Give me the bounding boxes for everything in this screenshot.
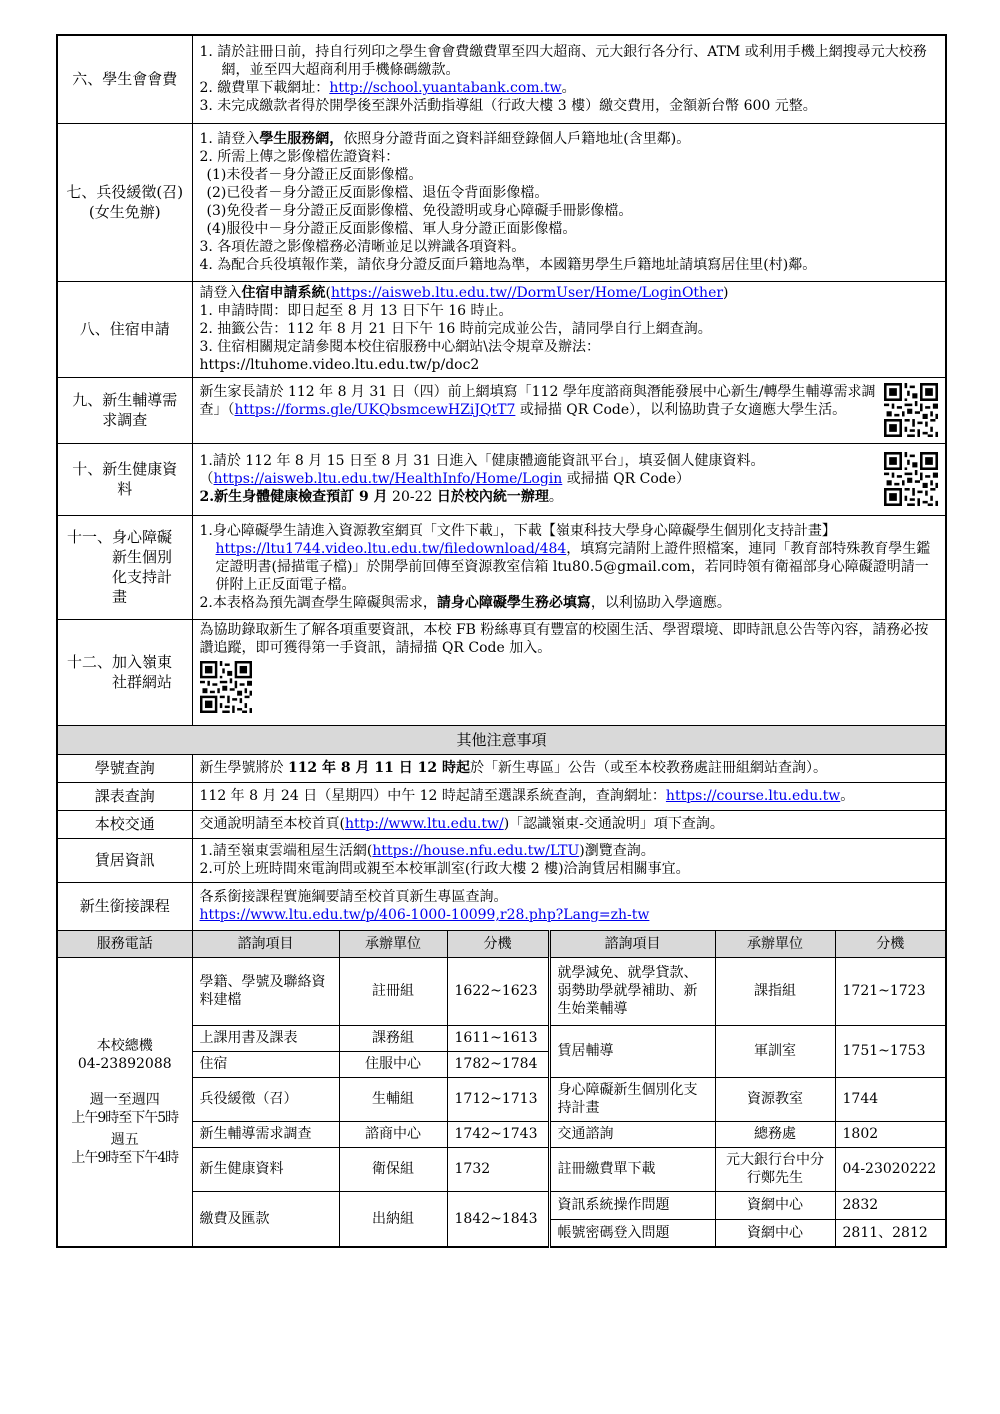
service-ext: 1721~1723 xyxy=(835,957,946,1025)
label-health-1: 十、新生健康資 xyxy=(72,460,178,478)
rental-line-1a: 1.請至嶺東雲端租屋生活網( xyxy=(199,843,373,859)
rental-line-2: 2.可於上班時間來電詢問或親至本校軍訓室(行政大樓 2 樓)洽詢賃居相關事宜。 xyxy=(199,861,690,877)
fee-line-3: 3. 未完成繳款者得於開學後至課外活動指導組（行政大樓 3 樓）繳交費用，金額新台幣 600 元整。 xyxy=(199,98,817,115)
rental-line-1b: )瀏覽查詢。 xyxy=(579,843,655,859)
health-line-3c: 日於校內統一辦理 xyxy=(436,489,549,505)
label-military-note: (女生免辦) xyxy=(88,203,161,221)
service-ext: 1742~1743 xyxy=(447,1121,549,1147)
service-ext: 1732 xyxy=(447,1147,549,1191)
disability-line-1a: 1.身心障礙學生請進入資源教室網頁「文件下載」，下載【嶺東科技大學身心障礙學生個別化支持計畫】 xyxy=(199,523,836,539)
label-social-2: 社群網站 xyxy=(112,673,173,691)
row-disability-support xyxy=(57,515,946,619)
label-bridge-course: 新生銜接課程 xyxy=(57,882,192,930)
service-unit: 元大銀行台中分行鄭先生 xyxy=(715,1147,835,1191)
military-sub-1: (1)未役者－身分證正反面影像檔。 xyxy=(206,167,423,183)
service-unit: 軍訓室 xyxy=(715,1025,835,1077)
dorm-line-1: 1. 申請時間：即日起至 8 月 13 日下午 16 時止。 xyxy=(199,303,513,319)
counseling-text-2: 或掃描 QR Code），以利協助貴子女適應大學生活。 xyxy=(515,402,847,418)
label-disability-3: 化支持計 xyxy=(112,568,173,586)
service-unit: 註冊組 xyxy=(339,957,447,1025)
row-student-id xyxy=(57,754,946,782)
military-sub-3: (3)免役者－身分證正反面影像檔、免役證明或身心障礙手冊影像檔。 xyxy=(206,203,633,219)
bridge-line-1: 各系銜接課程實施綱要請至校首頁新生專區查詢。 xyxy=(199,889,508,905)
row-rental xyxy=(57,838,946,882)
service-unit: 資網中心 xyxy=(715,1219,835,1247)
rental-link[interactable]: https://house.nfu.edu.tw/LTU xyxy=(372,843,580,859)
row-traffic xyxy=(57,810,946,838)
student-service-net: 學生服務網， xyxy=(259,131,344,147)
service-row xyxy=(57,957,946,1025)
service-header-unit: 承辦單位 xyxy=(339,930,447,957)
label-student-id: 學號查詢 xyxy=(57,754,192,782)
counseling-form-link[interactable]: https://forms.gle/UKQbsmcewHZiJQtT7 xyxy=(234,402,516,418)
label-traffic: 本校交通 xyxy=(57,810,192,838)
health-platform-link[interactable]: https://aisweb.ltu.edu.tw/HealthInfo/Home/Login xyxy=(213,471,563,487)
label-military-service: 七、兵役緩徵(召) xyxy=(66,183,184,201)
service-ext: 1782~1784 xyxy=(447,1051,549,1077)
disability-line-2b: 請身心障礙學生務必填寫 xyxy=(436,595,591,611)
service-item: 帳號密碼登入問題 xyxy=(549,1219,715,1247)
service-ext: 1712~1713 xyxy=(447,1077,549,1121)
label-student-association-fee: 六、學生會會費 xyxy=(57,35,192,123)
service-item: 新生輔導需求調查 xyxy=(192,1121,339,1147)
hours-weekday-time: 上午9時至下午5時 xyxy=(71,1109,179,1126)
health-line-2a: （ xyxy=(199,471,214,487)
service-unit: 諮商中心 xyxy=(339,1121,447,1147)
dorm-system-name: 住宿申請系統 xyxy=(241,285,326,301)
social-text: 為協助錄取新生了解各項重要資訊，本校 FB 粉絲專頁有豐富的校園生活、學習環境、即時訊息公告等內容，請務必按讚追蹤，即可獲得第一手資訊，請掃描 QR Code 加入。 xyxy=(199,621,929,656)
service-header-item-2: 諮詢項目 xyxy=(549,930,715,957)
service-unit: 住服中心 xyxy=(339,1051,447,1077)
military-line-4: 4. 為配合兵役填報作業，請依身分證反面戶籍地為準，本國籍男學生戶籍地址請填寫居住里(村)鄰。 xyxy=(199,257,817,273)
bridge-link[interactable]: https://www.ltu.edu.tw/p/406-1000-10099,r28.php?Lang=zh-tw xyxy=(199,907,650,923)
disability-download-link[interactable]: https://ltu1744.video.ltu.edu.tw/filedownload/484 xyxy=(215,541,567,557)
course-link[interactable]: https://course.ltu.edu.tw xyxy=(665,788,841,804)
label-social-1: 十二、加入嶺東 xyxy=(67,653,173,671)
label-course-query: 課表查詢 xyxy=(57,782,192,810)
service-item: 兵役緩徵（召） xyxy=(192,1077,339,1121)
military-line-1c: 依照身分證背面之資料詳細登錄個人戶籍地址(含里鄰)。 xyxy=(343,131,691,147)
row-course-query xyxy=(57,782,946,810)
service-item: 資訊系統操作問題 xyxy=(549,1191,715,1219)
service-ext: 1744 xyxy=(835,1077,946,1121)
course-text-a: 112 年 8 月 24 日（星期四）中午 12 時起請至選課系統查詢，查詢網址： xyxy=(199,788,666,804)
service-item: 住宿 xyxy=(192,1051,339,1077)
main-phone-number: 04-23892088 xyxy=(77,1055,172,1072)
qr-code-icon xyxy=(884,383,938,437)
traffic-text-b: )「認識嶺東-交通說明」項下查詢。 xyxy=(503,816,724,832)
fee-line-2-end: 。 xyxy=(561,80,576,97)
label-counseling-2: 求調查 xyxy=(102,411,148,429)
military-sub-2: (2)已役者－身分證正反面影像檔、退伍令背面影像檔。 xyxy=(206,185,549,201)
traffic-link[interactable]: http://www.ltu.edu.tw/ xyxy=(344,816,504,832)
service-ext: 1751~1753 xyxy=(835,1025,946,1077)
service-ext: 2832 xyxy=(835,1191,946,1219)
service-unit: 生輔組 xyxy=(339,1077,447,1121)
disability-line-2a: 2.本表格為預先調查學生障礙與需求， xyxy=(199,595,437,611)
row-dorm-application xyxy=(57,281,946,377)
service-item: 交通諮詢 xyxy=(549,1121,715,1147)
service-header-item: 諮詢項目 xyxy=(192,930,339,957)
service-unit: 課指組 xyxy=(715,957,835,1025)
dorm-system-link[interactable]: https://aisweb.ltu.edu.tw//DormUser/Home/LoginOther xyxy=(330,285,724,301)
label-dorm-application: 八、住宿申請 xyxy=(57,281,192,377)
health-line-1: 1.請於 112 年 8 月 15 日至 8 月 31 日進入「健康體適能資訊平台」，填妥個人健康資料。 xyxy=(199,453,765,469)
student-id-text-c: 於「新生專區」公告（或至本校教務處註冊組網站查詢）。 xyxy=(470,760,828,776)
label-disability-4: 畫 xyxy=(112,588,128,606)
dorm-paren-open: ( xyxy=(325,285,331,301)
row-counseling-survey xyxy=(57,377,946,443)
service-ext: 2811、2812 xyxy=(835,1219,946,1247)
health-line-3d: 。 xyxy=(548,489,563,505)
service-unit: 衛保組 xyxy=(339,1147,447,1191)
service-item: 註冊繳費單下載 xyxy=(549,1147,715,1191)
service-item: 賃居輔導 xyxy=(549,1025,715,1077)
student-id-text-a: 新生學號將於 xyxy=(199,760,288,776)
service-item: 學籍、學號及聯絡資料建檔 xyxy=(192,957,339,1025)
service-ext: 1842~1843 xyxy=(447,1191,549,1247)
service-item: 繳費及匯款 xyxy=(192,1191,339,1247)
service-unit: 資網中心 xyxy=(715,1191,835,1219)
service-header-phone: 服務電話 xyxy=(57,930,192,957)
disability-line-2c: ，以利協助入學適應。 xyxy=(590,595,731,611)
main-phone-label: 本校總機 xyxy=(96,1037,153,1054)
military-line-2: 2. 所需上傳之影像檔佐證資料： xyxy=(199,149,400,165)
fee-line-1: 1. 請於註冊日前，持自行列印之學生會會費繳費單至四大超商、元大銀行各分行、ATM 或利用手機上網搜尋元大校務網，並至四大超商利用手機條碼繳款。 xyxy=(199,44,927,79)
health-line-3b: 20-22 xyxy=(387,489,437,505)
label-disability-2: 新生個別 xyxy=(112,548,173,566)
qr-code-icon xyxy=(884,452,938,506)
dorm-paren-close: ) xyxy=(723,285,729,301)
other-notes-title: 其他注意事項 xyxy=(57,725,946,754)
service-ext: 1802 xyxy=(835,1121,946,1147)
service-ext: 1622~1623 xyxy=(447,957,549,1025)
hours-friday: 週五 xyxy=(110,1131,139,1148)
health-line-3a: 2.新生身體健康檢查預訂 9 月 xyxy=(199,489,388,505)
service-item: 上課用書及課表 xyxy=(192,1025,339,1051)
service-unit: 資源教室 xyxy=(715,1077,835,1121)
label-rental: 賃居資訊 xyxy=(57,838,192,882)
military-line-3: 3. 各項佐證之影像檔務必清晰並足以辨識各項資料。 xyxy=(199,239,526,255)
label-counseling-1: 九、新生輔導需 xyxy=(72,391,178,409)
dorm-line-3: 3. 住宿相關規定請參閱本校住宿服務中心網站\法令規章及辦法： xyxy=(199,339,601,355)
row-student-association-fee xyxy=(57,35,946,123)
dorm-line-2: 2. 抽籤公告：112 年 8 月 21 日下午 16 時前完成並公告，請同學自行上網查詢。 xyxy=(199,321,712,337)
hours-weekday: 週一至週四 xyxy=(89,1091,160,1108)
service-unit: 課務組 xyxy=(339,1025,447,1051)
main-phone-cell xyxy=(57,957,192,1247)
yuanta-link[interactable]: http://school.yuantabank.com.tw xyxy=(329,80,562,97)
service-ext: 04-23020222 xyxy=(835,1147,946,1191)
counseling-text-1: 新生家長請於 112 年 8 月 31 日（四）前上網填寫「112 學年度諮商與潛能發展中心新生/轉學生輔導需求調查」（ xyxy=(199,384,876,418)
dorm-line-4: https://ltuhome.video.ltu.edu.tw/p/doc2 xyxy=(199,357,480,373)
traffic-text-a: 交通說明請至本校首頁( xyxy=(199,816,345,832)
student-id-date: 112 年 8 月 11 日 12 時起 xyxy=(287,760,471,776)
military-sub-4: (4)服役中－身分證正反面影像檔、軍人身分證正面影像檔。 xyxy=(206,221,577,237)
dorm-line-0a: 請登入 xyxy=(199,285,242,301)
row-bridge-course xyxy=(57,882,946,930)
service-unit: 出納組 xyxy=(339,1191,447,1247)
service-item: 就學減免、就學貸款、弱勢助學就學補助、新生始業輔導 xyxy=(549,957,715,1025)
course-text-b: 。 xyxy=(840,788,855,804)
service-item: 新生健康資料 xyxy=(192,1147,339,1191)
service-item: 身心障礙新生個別化支持計畫 xyxy=(549,1077,715,1121)
qr-code-icon xyxy=(200,661,252,713)
label-health-2: 料 xyxy=(117,480,133,498)
row-health-data xyxy=(57,443,946,515)
row-military-service xyxy=(57,123,946,281)
label-disability-1: 十一、身心障礙 xyxy=(67,528,173,546)
fee-line-2-text: 2. 繳費單下載網址： xyxy=(199,80,330,97)
service-header-ext: 分機 xyxy=(447,930,549,957)
hours-friday-time: 上午9時至下午4時 xyxy=(71,1149,179,1166)
service-header-ext-2: 分機 xyxy=(835,930,946,957)
disability-line-1b: ，填寫完請附上證件照檔案，連同「教育部特殊教育學生鑑定證明書(掃描電子檔)」於開學前回傳至資源教室信箱 ltu80.5@gmail.com，若同時領有衛福部身心障礙證明請一併附上正反面電子檔。 xyxy=(215,541,931,593)
service-ext: 1611~1613 xyxy=(447,1025,549,1051)
service-unit: 總務處 xyxy=(715,1121,835,1147)
registration-info-table xyxy=(56,34,947,1248)
row-social-media xyxy=(57,619,946,725)
document-sheet xyxy=(56,34,945,1248)
service-header-row xyxy=(57,930,946,957)
military-line-1a: 1. 請登入 xyxy=(199,131,260,147)
health-line-2b: 或掃描 QR Code） xyxy=(562,471,691,487)
service-header-unit-2: 承辦單位 xyxy=(715,930,835,957)
